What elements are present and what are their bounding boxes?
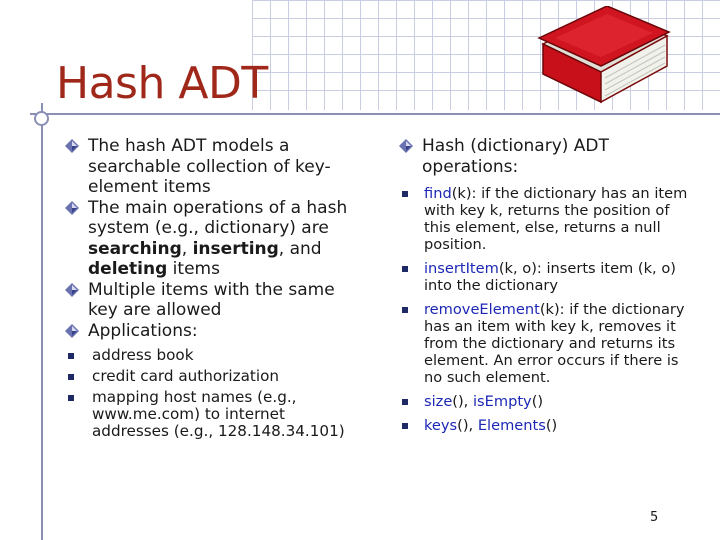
square-bullet-icon <box>402 423 408 429</box>
operation-keys <box>396 417 688 434</box>
bullet-text: Multiple items with the same key are allowed <box>88 279 335 320</box>
method-isempty: isEmpty <box>472 393 532 410</box>
title-ring-ornament <box>34 111 49 126</box>
method-size: size <box>424 393 453 410</box>
list-item <box>62 389 362 440</box>
right-column <box>396 136 688 441</box>
bullet-operations-heading <box>396 136 688 177</box>
method-elements: Elements <box>477 417 546 434</box>
diamond-bullet-icon <box>64 282 80 298</box>
keyword-deleting: deleting <box>88 259 168 279</box>
bullet-multiple-items <box>62 280 362 321</box>
list-item <box>62 347 362 364</box>
operation-description: (k, o): inserts item (k, o) into the dictionary <box>424 260 676 294</box>
bullet-hash-adt <box>62 136 362 198</box>
square-bullet-icon <box>402 307 408 313</box>
left-rule <box>41 103 43 540</box>
separator: () <box>545 417 558 434</box>
list-item-text: credit card authorization <box>92 367 279 385</box>
square-bullet-icon <box>402 399 408 405</box>
list-item-text: address book <box>92 346 194 364</box>
operations-list <box>396 185 688 434</box>
square-bullet-icon <box>68 395 74 401</box>
separator: , and <box>278 238 322 259</box>
page-number: 5 <box>650 510 659 525</box>
title-underline <box>30 113 720 115</box>
bullet-text: The main operations of a hash system (e.g., dictionary) are <box>88 197 348 238</box>
dictionary-book-icon <box>535 6 671 106</box>
separator: () <box>531 393 544 410</box>
method-find: find <box>424 185 452 202</box>
operation-remove <box>396 301 688 386</box>
separator: , <box>181 238 193 259</box>
diamond-bullet-icon <box>64 138 80 154</box>
operation-size <box>396 393 688 410</box>
bullet-text: items <box>167 259 220 279</box>
method-insertitem: insertItem <box>424 260 499 277</box>
square-bullet-icon <box>402 191 408 197</box>
bullet-text: Applications: <box>88 320 198 341</box>
method-removeelement: removeElement <box>424 301 540 318</box>
keyword-inserting: inserting <box>192 238 279 259</box>
bullet-text: Hash (dictionary) ADT operations: <box>422 136 609 177</box>
method-keys: keys <box>424 417 458 434</box>
separator: (), <box>452 393 473 410</box>
keyword-searching: searching <box>88 238 182 259</box>
operation-insert <box>396 260 688 294</box>
left-column <box>62 136 362 444</box>
bullet-text: The hash ADT models a searchable collection of key-element items <box>88 136 331 197</box>
operation-description: (k): if the dictionary has an item with key k, returns the position of this element, else, returns a null position. <box>424 185 688 253</box>
applications-list <box>62 347 362 440</box>
square-bullet-icon <box>68 374 74 380</box>
square-bullet-icon <box>402 266 408 272</box>
list-item-text: mapping host names (e.g., www.me.com) to internet addresses (e.g., 128.148.34.101) <box>92 388 345 440</box>
square-bullet-icon <box>68 353 74 359</box>
slide-title: Hash ADT <box>56 58 268 109</box>
diamond-bullet-icon <box>398 138 414 154</box>
operation-description: (k): if the dictionary has an item with key k, removes it from the dictionary and returns its element. An error occurs if there is no such element. <box>424 301 685 386</box>
diamond-bullet-icon <box>64 323 80 339</box>
separator: (), <box>457 417 478 434</box>
bullet-main-operations <box>62 198 362 280</box>
operation-find <box>396 185 688 253</box>
diamond-bullet-icon <box>64 200 80 216</box>
list-item <box>62 368 362 385</box>
bullet-applications <box>62 321 362 342</box>
